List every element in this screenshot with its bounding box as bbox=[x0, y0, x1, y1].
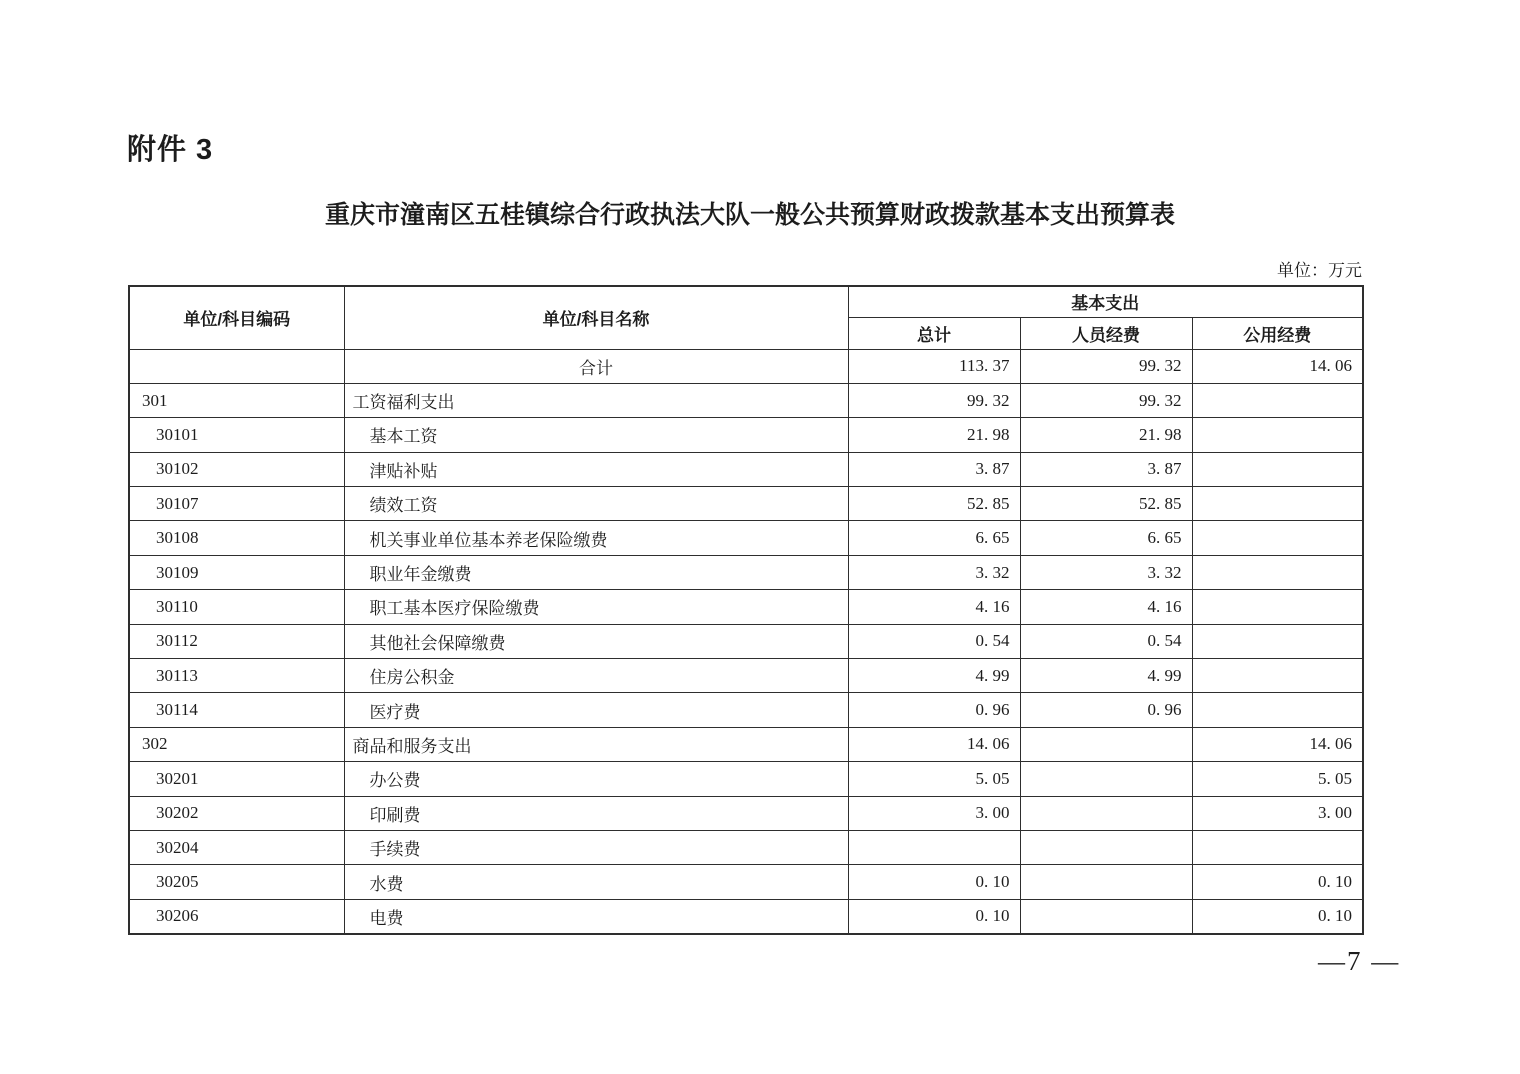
name-cell: 办公费 bbox=[344, 762, 848, 796]
total-value-cell: 21. 98 bbox=[848, 418, 1020, 452]
public-value-cell bbox=[1192, 418, 1363, 452]
code-cell: 30202 bbox=[129, 796, 344, 830]
total-value-cell: 99. 32 bbox=[848, 383, 1020, 417]
personnel-value-cell bbox=[1020, 762, 1192, 796]
table-row bbox=[129, 830, 1363, 864]
code-cell: 30102 bbox=[129, 452, 344, 486]
table-row bbox=[129, 521, 1363, 555]
page-title: 重庆市潼南区五桂镇综合行政执法大队一般公共预算财政拨款基本支出预算表 bbox=[324, 201, 1175, 229]
unit-note: 单位：万元 bbox=[1277, 261, 1362, 280]
total-value-cell: 6. 65 bbox=[848, 521, 1020, 555]
code-cell: 30206 bbox=[129, 899, 344, 933]
table-row bbox=[129, 590, 1363, 624]
name-cell: 绩效工资 bbox=[344, 487, 848, 521]
total-value-cell: 3. 87 bbox=[848, 452, 1020, 486]
public-value-cell bbox=[1192, 590, 1363, 624]
table-row bbox=[129, 383, 1363, 417]
total-value-cell: 3. 32 bbox=[848, 555, 1020, 589]
table-row bbox=[129, 762, 1363, 796]
table-row bbox=[129, 796, 1363, 830]
code-cell: 30114 bbox=[129, 693, 344, 727]
code-cell: 301 bbox=[129, 383, 344, 417]
personnel-value-cell bbox=[1020, 865, 1192, 899]
personnel-value-cell bbox=[1020, 830, 1192, 864]
name-cell: 职业年金缴费 bbox=[344, 555, 848, 589]
header-personnel-column: 人员经费 bbox=[1020, 317, 1192, 349]
total-value-cell: 4. 99 bbox=[848, 659, 1020, 693]
total-value-cell: 52. 85 bbox=[848, 487, 1020, 521]
code-cell: 302 bbox=[129, 727, 344, 761]
header-name-column: 单位/科目名称 bbox=[344, 286, 848, 349]
personnel-value-cell: 21. 98 bbox=[1020, 418, 1192, 452]
public-value-cell bbox=[1192, 659, 1363, 693]
personnel-value-cell: 4. 99 bbox=[1020, 659, 1192, 693]
public-value-cell bbox=[1192, 521, 1363, 555]
total-value-cell: 0. 10 bbox=[848, 899, 1020, 933]
code-cell: 30101 bbox=[129, 418, 344, 452]
personnel-value-cell: 99. 32 bbox=[1020, 349, 1192, 383]
public-value-cell: 0. 10 bbox=[1192, 865, 1363, 899]
header-basic-expenditure-group: 基本支出 bbox=[848, 286, 1363, 317]
name-cell: 电费 bbox=[344, 899, 848, 933]
total-value-cell: 0. 96 bbox=[848, 693, 1020, 727]
name-cell: 印刷费 bbox=[344, 796, 848, 830]
public-value-cell: 14. 06 bbox=[1192, 727, 1363, 761]
personnel-value-cell: 0. 96 bbox=[1020, 693, 1192, 727]
table-row bbox=[129, 555, 1363, 589]
header-code-column: 单位/科目编码 bbox=[129, 286, 344, 349]
code-cell: 30201 bbox=[129, 762, 344, 796]
personnel-value-cell: 52. 85 bbox=[1020, 487, 1192, 521]
table-row bbox=[129, 624, 1363, 658]
name-cell: 手续费 bbox=[344, 830, 848, 864]
public-value-cell bbox=[1192, 555, 1363, 589]
total-value-cell: 5. 05 bbox=[848, 762, 1020, 796]
personnel-value-cell: 0. 54 bbox=[1020, 624, 1192, 658]
personnel-value-cell bbox=[1020, 796, 1192, 830]
name-cell: 其他社会保障缴费 bbox=[344, 624, 848, 658]
code-cell: 30109 bbox=[129, 555, 344, 589]
public-value-cell: 5. 05 bbox=[1192, 762, 1363, 796]
table-row bbox=[129, 349, 1363, 383]
total-value-cell: 14. 06 bbox=[848, 727, 1020, 761]
code-cell: 30113 bbox=[129, 659, 344, 693]
code-cell: 30107 bbox=[129, 487, 344, 521]
public-value-cell bbox=[1192, 452, 1363, 486]
personnel-value-cell: 6. 65 bbox=[1020, 521, 1192, 555]
name-cell: 医疗费 bbox=[344, 693, 848, 727]
table-row bbox=[129, 693, 1363, 727]
budget-table bbox=[128, 285, 1364, 935]
total-value-cell: 3. 00 bbox=[848, 796, 1020, 830]
total-value-cell bbox=[848, 830, 1020, 864]
code-cell: 30112 bbox=[129, 624, 344, 658]
table-row bbox=[129, 865, 1363, 899]
code-cell bbox=[129, 349, 344, 383]
code-cell: 30204 bbox=[129, 830, 344, 864]
name-cell: 职工基本医疗保险缴费 bbox=[344, 590, 848, 624]
table-row bbox=[129, 727, 1363, 761]
public-value-cell: 0. 10 bbox=[1192, 899, 1363, 933]
header-total-column: 总计 bbox=[848, 317, 1020, 349]
table-row bbox=[129, 418, 1363, 452]
public-value-cell bbox=[1192, 624, 1363, 658]
public-value-cell bbox=[1192, 383, 1363, 417]
table-row bbox=[129, 899, 1363, 933]
header-public-column: 公用经费 bbox=[1192, 317, 1363, 349]
page-number: —7 — bbox=[1318, 946, 1401, 976]
table-row bbox=[129, 659, 1363, 693]
total-value-cell: 0. 10 bbox=[848, 865, 1020, 899]
name-cell: 水费 bbox=[344, 865, 848, 899]
name-cell: 工资福利支出 bbox=[344, 383, 848, 417]
personnel-value-cell: 3. 32 bbox=[1020, 555, 1192, 589]
attachment-label: 附件 3 bbox=[127, 134, 214, 166]
name-cell: 合计 bbox=[344, 349, 848, 383]
table-header bbox=[129, 286, 1363, 349]
table-body bbox=[129, 349, 1363, 934]
personnel-value-cell bbox=[1020, 899, 1192, 933]
personnel-value-cell: 3. 87 bbox=[1020, 452, 1192, 486]
name-cell: 住房公积金 bbox=[344, 659, 848, 693]
name-cell: 津贴补贴 bbox=[344, 452, 848, 486]
public-value-cell bbox=[1192, 830, 1363, 864]
name-cell: 基本工资 bbox=[344, 418, 848, 452]
personnel-value-cell: 4. 16 bbox=[1020, 590, 1192, 624]
public-value-cell: 3. 00 bbox=[1192, 796, 1363, 830]
total-value-cell: 113. 37 bbox=[848, 349, 1020, 383]
name-cell: 机关事业单位基本养老保险缴费 bbox=[344, 521, 848, 555]
total-value-cell: 4. 16 bbox=[848, 590, 1020, 624]
total-value-cell: 0. 54 bbox=[848, 624, 1020, 658]
code-cell: 30205 bbox=[129, 865, 344, 899]
public-value-cell bbox=[1192, 487, 1363, 521]
code-cell: 30110 bbox=[129, 590, 344, 624]
code-cell: 30108 bbox=[129, 521, 344, 555]
personnel-value-cell: 99. 32 bbox=[1020, 383, 1192, 417]
table-row bbox=[129, 487, 1363, 521]
public-value-cell bbox=[1192, 693, 1363, 727]
name-cell: 商品和服务支出 bbox=[344, 727, 848, 761]
public-value-cell: 14. 06 bbox=[1192, 349, 1363, 383]
personnel-value-cell bbox=[1020, 727, 1192, 761]
table-row bbox=[129, 452, 1363, 486]
